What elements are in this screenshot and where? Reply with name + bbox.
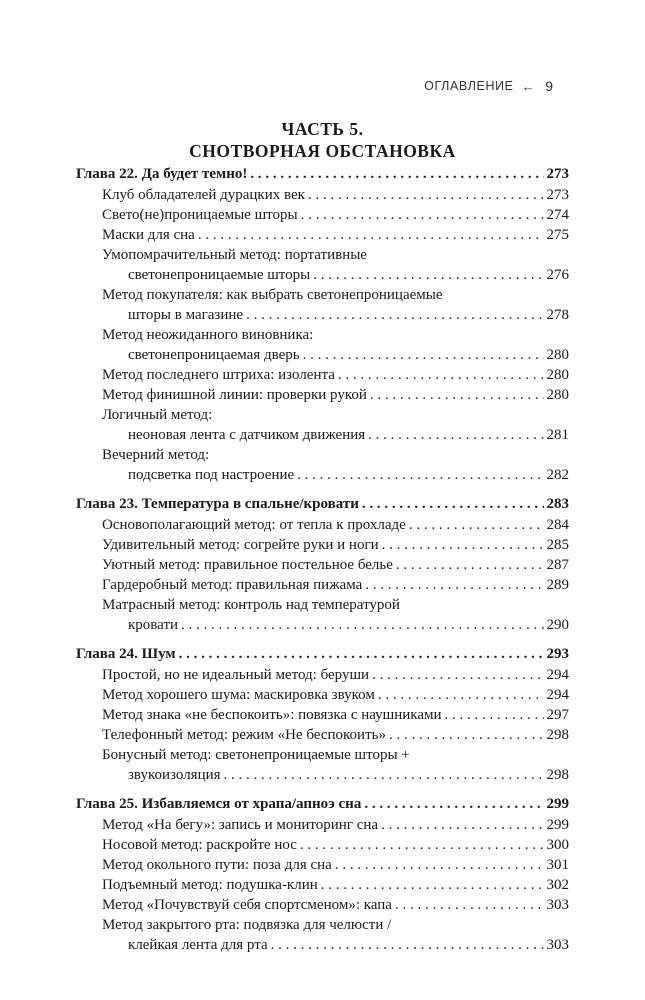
toc-label: клейкая лента для рта: [128, 937, 268, 953]
toc-label: неоновая лента с датчиком движения: [128, 427, 366, 443]
toc-page-number: 282: [546, 467, 569, 483]
toc-label: Глава 22. Да будет темно!: [76, 166, 248, 182]
toc-page-number: 285: [546, 537, 569, 553]
toc-page-number: 280: [546, 367, 569, 383]
toc-entry-row: [76, 727, 569, 747]
toc-label: кровати: [128, 617, 179, 633]
dot-leader: [297, 467, 543, 484]
toc-entry-row: [76, 857, 569, 877]
dot-leader: [301, 207, 544, 224]
toc-label: Матрасный метод: контроль над температурой: [102, 597, 400, 613]
toc-label: светонепроницаемые шторы: [128, 267, 311, 283]
toc-label: Простой, но не идеальный метод: беруши: [102, 667, 370, 683]
toc-entry-row: [76, 267, 569, 287]
toc-page-number: 303: [546, 897, 569, 913]
toc-page-number: 275: [546, 227, 569, 243]
dot-leader: [313, 267, 543, 284]
dot-leader: [389, 727, 544, 744]
toc-entry-row: [76, 327, 569, 347]
toc-label: Подъемный метод: подушка-клин: [102, 877, 318, 893]
toc-label: Основополагающий метод: от тепла к прохладе: [102, 517, 406, 533]
toc-page-number: 290: [546, 617, 569, 633]
toc-page-number: 280: [546, 387, 569, 403]
toc-label: Метод «На бегу»: запись и мониторинг сна: [102, 817, 379, 833]
dot-leader: [246, 307, 543, 324]
toc-page-number: 299: [546, 817, 569, 833]
toc-page-number: 274: [546, 207, 569, 223]
toc-label: Метод «Почувствуй себя спортсменом»: капа: [102, 897, 392, 913]
toc-page-number: 276: [546, 267, 569, 283]
toc-entry-row: [76, 287, 569, 307]
toc-entry-row: [76, 897, 569, 917]
toc-entry-row: [76, 537, 569, 557]
toc-label: Клуб обладателей дурацких век: [102, 187, 305, 203]
dot-leader: [308, 187, 544, 204]
toc-label: Носовой метод: раскройте нос: [102, 837, 297, 853]
toc-chapter-row: [76, 496, 569, 517]
toc-label: подсветка под настроение: [128, 467, 295, 483]
dot-leader: [338, 367, 544, 384]
toc-label: звукоизоляция: [128, 767, 221, 783]
dot-leader: [370, 387, 544, 404]
toc-entry-row: [76, 617, 569, 637]
toc-entry-row: [76, 467, 569, 487]
toc-page-number: 293: [546, 646, 569, 662]
dot-leader: [365, 577, 543, 594]
dot-leader: [303, 347, 544, 364]
dot-leader: [271, 937, 544, 954]
dot-leader: [250, 166, 543, 183]
dot-leader: [362, 496, 544, 513]
running-head-label: ОГЛАВЛЕНИЕ: [424, 79, 514, 93]
toc-label: Телефонный метод: режим «Не беспокоить»: [102, 727, 386, 743]
toc-chapter-row: [76, 646, 569, 667]
toc-label: Глава 25. Избавляемся от храпа/апноэ сна: [76, 796, 362, 812]
toc-label: Вечерний метод:: [102, 447, 210, 463]
dot-leader: [321, 877, 544, 894]
dot-leader: [382, 537, 544, 554]
toc-entry-row: [76, 817, 569, 837]
toc-page-number: 299: [546, 796, 569, 812]
dot-leader: [368, 427, 543, 444]
toc-label: Свето(не)проницаемые шторы: [102, 207, 298, 223]
toc-page-number: 302: [546, 877, 569, 893]
toc-page-number: 287: [546, 557, 569, 573]
toc-label: Метод неожиданного виновника:: [102, 327, 314, 343]
toc-label: Глава 24. Шум: [76, 646, 176, 662]
toc-label: Метод знака «не беспокоить»: повязка с наушниками: [102, 707, 442, 723]
dot-leader: [335, 857, 544, 874]
toc-label: Маски для сна: [102, 227, 195, 243]
toc-entry-row: [76, 517, 569, 537]
toc-entry-row: [76, 187, 569, 207]
toc-entry-row: [76, 837, 569, 857]
dot-leader: [198, 227, 544, 244]
dot-leader: [445, 707, 544, 724]
toc-page-number: 297: [546, 707, 569, 723]
toc-entry-row: [76, 387, 569, 407]
dot-leader: [381, 817, 543, 834]
toc-page-number: 301: [546, 857, 569, 873]
toc-entry-row: [76, 917, 569, 937]
toc-label: Уютный метод: правильное постельное белье: [102, 557, 393, 573]
toc-label: Логичный метод:: [102, 407, 213, 423]
toc-label: Удивительный метод: согрейте руки и ноги: [102, 537, 379, 553]
toc-entry-row: [76, 227, 569, 247]
dot-leader: [181, 617, 543, 634]
toc-chapter-row: [76, 166, 569, 187]
toc-entry-row: [76, 407, 569, 427]
toc-page-number: 281: [546, 427, 569, 443]
toc-page-number: 273: [546, 187, 569, 203]
toc-page-number: 273: [546, 166, 569, 182]
part-heading: [0, 118, 645, 162]
page-number: 9: [545, 78, 553, 94]
toc-page-number: 298: [546, 727, 569, 743]
toc-label: Метод финишной линии: проверки рукой: [102, 387, 367, 403]
toc-page-number: 284: [546, 517, 569, 533]
toc-label: Метод последнего штриха: изолента: [102, 367, 335, 383]
part-title: СНОТВОРНАЯ ОБСТАНОВКА: [189, 141, 456, 161]
dot-leader: [179, 646, 544, 663]
toc-page-number: 289: [546, 577, 569, 593]
toc-entry-row: [76, 577, 569, 597]
dot-leader: [395, 897, 544, 914]
toc-page-number: 294: [546, 687, 569, 703]
toc-page-number: 278: [546, 307, 569, 323]
toc-label: Глава 23. Температура в спальне/кровати: [76, 496, 359, 512]
part-number: ЧАСТЬ 5.: [281, 119, 364, 139]
toc-entry-row: [76, 687, 569, 707]
toc-entry-row: [76, 937, 569, 957]
toc-label: Метод хорошего шума: маскировка звуком: [102, 687, 375, 703]
toc-label: шторы в магазине: [128, 307, 244, 323]
toc-entry-row: [76, 207, 569, 227]
toc-entry-row: [76, 667, 569, 687]
toc-label: Метод окольного пути: поза для сна: [102, 857, 332, 873]
running-head: [424, 78, 553, 94]
toc-entry-row: [76, 347, 569, 367]
toc-entry-row: [76, 557, 569, 577]
toc-entry-row: [76, 447, 569, 467]
toc-page-number: 294: [546, 667, 569, 683]
dot-leader: [224, 767, 544, 784]
dot-leader: [372, 667, 543, 684]
dot-leader: [409, 517, 544, 534]
toc-page-number: 303: [546, 937, 569, 953]
toc-entry-row: [76, 877, 569, 897]
toc-label: Метод закрытого рта: подвязка для челюсти /: [102, 917, 392, 933]
toc-page-number: 283: [546, 496, 569, 512]
toc-label: светонепроницаемая дверь: [128, 347, 300, 363]
toc-entry-row: [76, 767, 569, 787]
toc-label: Метод покупателя: как выбрать светонепроницаемые: [102, 287, 443, 303]
table-of-contents: [76, 166, 569, 957]
toc-label: Умопомрачительный метод: портативные: [102, 247, 367, 263]
toc-entry-row: [76, 367, 569, 387]
toc-page-number: 280: [546, 347, 569, 363]
toc-entry-row: [76, 707, 569, 727]
arrow-left-icon: ←: [521, 78, 536, 94]
toc-chapter-row: [76, 796, 569, 817]
dot-leader: [378, 687, 544, 704]
toc-entry-row: [76, 597, 569, 617]
toc-page-number: 298: [546, 767, 569, 783]
toc-page-number: 300: [546, 837, 569, 853]
toc-entry-row: [76, 247, 569, 267]
toc-label: Бонусный метод: светонепроницаемые шторы +: [102, 747, 410, 763]
toc-entry-row: [76, 427, 569, 447]
toc-entry-row: [76, 747, 569, 767]
toc-label: Гардеробный метод: правильная пижама: [102, 577, 363, 593]
toc-entry-row: [76, 307, 569, 327]
dot-leader: [364, 796, 543, 813]
dot-leader: [300, 837, 544, 854]
dot-leader: [396, 557, 544, 574]
